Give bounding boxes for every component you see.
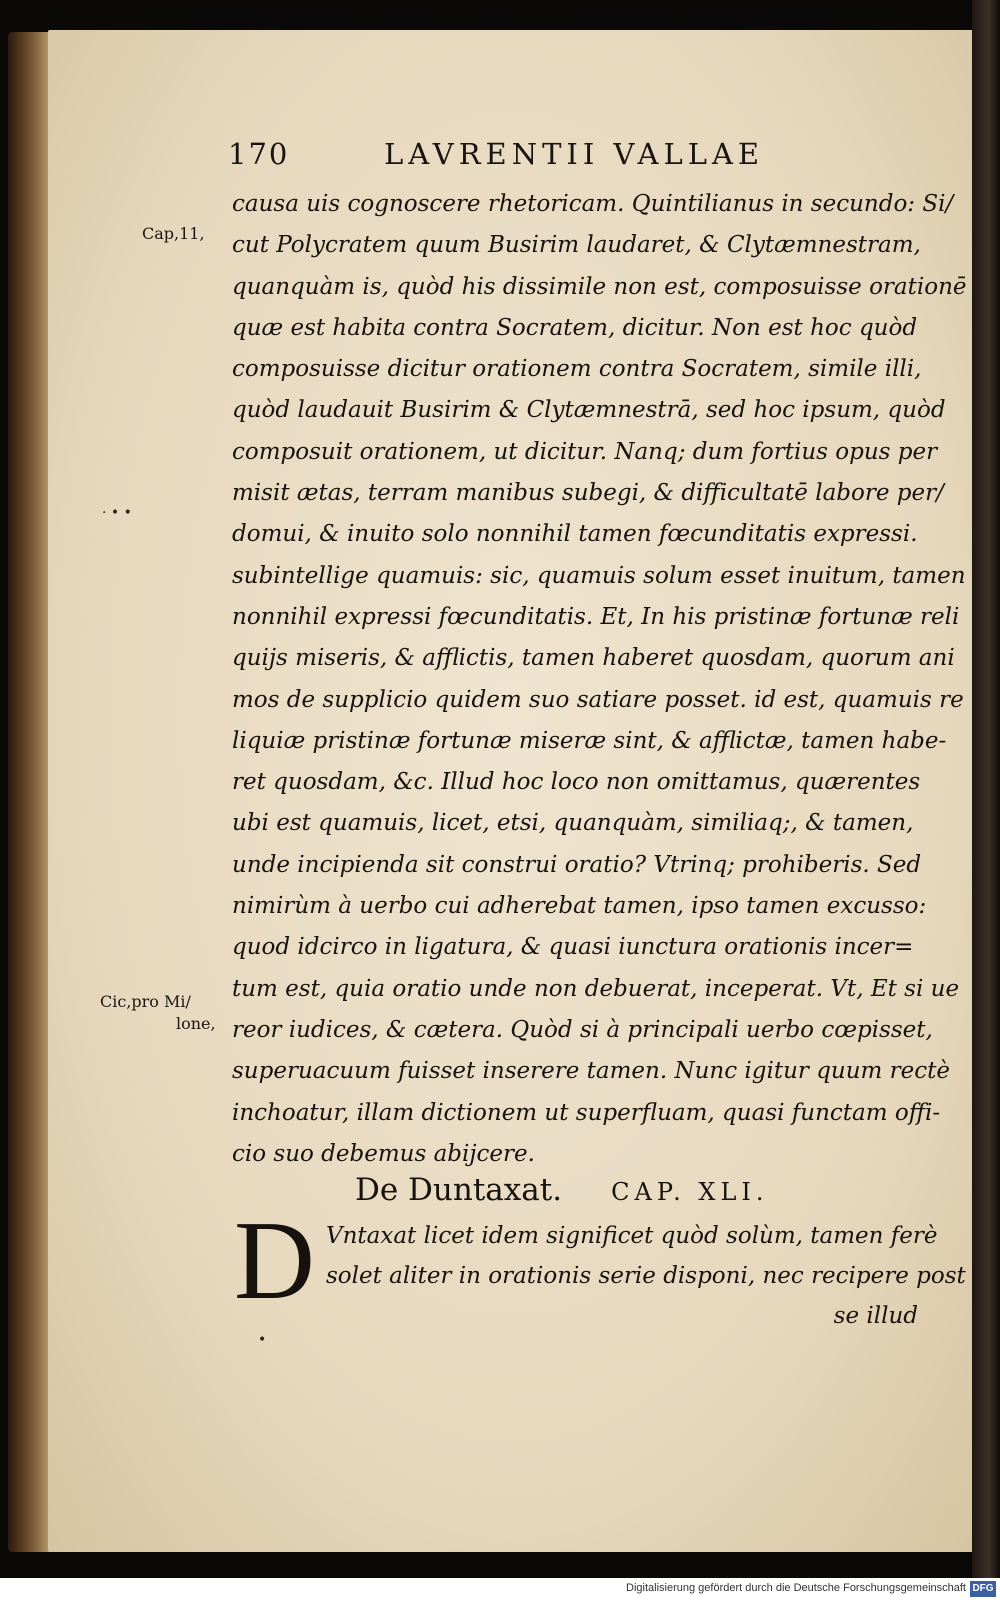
body-text bbox=[232, 184, 967, 1175]
margin-note-cap: Cap,11, bbox=[142, 224, 205, 243]
chapter-title: De Duntaxat. bbox=[355, 1172, 563, 1208]
text-line: inchoatur, illam dictionem ut superfluam, quasi functam offi- bbox=[232, 1099, 941, 1126]
text-line: liquiæ pristinæ fortunæ miseræ sint, & afflictæ, tamen habe- bbox=[232, 727, 947, 754]
dfg-logo: DFG bbox=[970, 1581, 996, 1597]
text-line: mos de supplicio quidem suo satiare posset. id est, quamuis re bbox=[232, 686, 964, 713]
text-line: quæ est habita contra Socratem, dicitur. Non est hoc quòd bbox=[232, 314, 918, 341]
text-line: quanquàm is, quòd his dissimile non est, composuisse orationē bbox=[232, 273, 967, 300]
chapter-line: solet aliter in orationis serie disponi, nec recipere post bbox=[326, 1263, 966, 1289]
text-line: reor iudices, & cætera. Quòd si à principali uerbo cœpisset, bbox=[232, 1016, 933, 1043]
catchword-line: se illud bbox=[833, 1303, 918, 1329]
text-line: nimirùm à uerbo cui adherebat tamen, ipso tamen excusso: bbox=[232, 893, 927, 920]
text-line: quijs miseris, & afflictis, tamen haberet quosdam, quorum ani bbox=[232, 645, 955, 672]
text-line: subintellige quamuis: sic, quamuis solum esset inuitum, tamen bbox=[232, 562, 966, 589]
text-line: composuit orationem, ut dicitur. Nanq; dum fortius opus per bbox=[232, 438, 938, 465]
running-head bbox=[228, 137, 928, 177]
text-line: cio suo debemus abijcere. bbox=[232, 1140, 535, 1167]
margin-note-cic-2: lone, bbox=[176, 1014, 216, 1033]
text-line: quòd laudauit Busirim & Clytæmnestrā, sed hoc ipsum, quòd bbox=[232, 397, 946, 424]
scan-right-edge bbox=[972, 0, 1000, 1602]
text-line: superuacuum fuisset inserere tamen. Nunc igitur quum rectè bbox=[232, 1058, 951, 1085]
text-line: unde incipienda sit construi oratio? Vtrinq; prohiberis. Sed bbox=[232, 851, 922, 878]
page-number: 170 bbox=[228, 137, 290, 171]
text-line: ubi est quamuis, licet, etsi, quanquàm, similiaq;, & tamen, bbox=[232, 810, 914, 837]
drop-cap: D bbox=[234, 1199, 315, 1323]
margin-mark: · • • bbox=[102, 505, 132, 521]
text-line: quod idcirco in ligatura, & quasi iunctura orationis incer= bbox=[232, 934, 914, 961]
footer-bar bbox=[0, 1578, 1000, 1602]
chapter-text bbox=[326, 1216, 966, 1336]
text-line: composuisse dicitur orationem contra Socratem, simile illi, bbox=[232, 356, 922, 383]
book-spine-edge bbox=[8, 32, 50, 1552]
text-line: ret quosdam, &c. Illud hoc loco non omittamus, quærentes bbox=[232, 769, 921, 796]
funding-credit: Digitalisierung gefördert durch die Deutsche Forschungsgemeinschaft bbox=[626, 1582, 966, 1594]
catchword-mark: • bbox=[258, 1332, 267, 1348]
text-line: domui, & inuito solo nonnihil tamen fœcunditatis expressi. bbox=[232, 521, 918, 548]
chapter-line: Vntaxat licet idem significet quòd solùm, tamen ferè bbox=[326, 1223, 938, 1249]
margin-note-cic-1: Cic,pro Mi/ bbox=[100, 992, 191, 1011]
chapter-number: CAP. XLI. bbox=[611, 1178, 769, 1206]
text-line: misit ætas, terram manibus subegi, & difficultatē labore per/ bbox=[232, 480, 944, 507]
text-line: cut Polycratem quum Busirim laudaret, & Clytæmnestram, bbox=[232, 232, 921, 259]
running-title: LAVRENTII VALLAE bbox=[384, 137, 765, 171]
text-line: tum est, quia oratio unde non debuerat, inceperat. Vt, Et si ue bbox=[232, 975, 960, 1002]
chapter-heading bbox=[355, 1172, 769, 1208]
text-line: causa uis cognoscere rhetoricam. Quintilianus in secundo: Si/ bbox=[232, 191, 954, 217]
text-line: nonnihil expressi fœcunditatis. Et, In his pristinæ fortunæ reli bbox=[232, 603, 960, 630]
